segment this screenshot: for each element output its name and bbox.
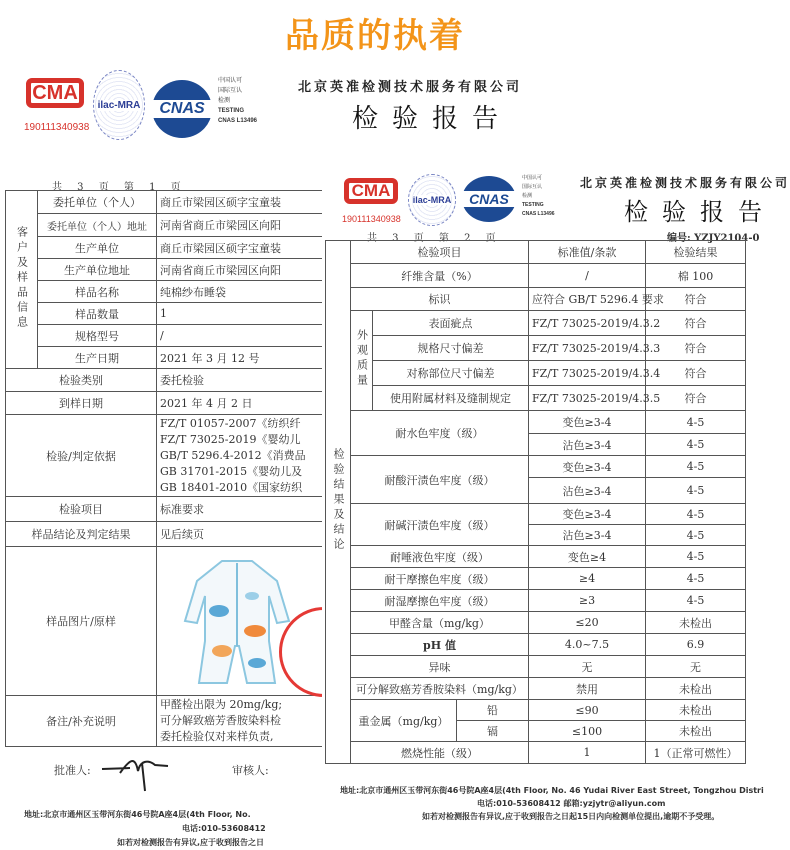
table-row xyxy=(326,264,751,288)
row-value: 河南省商丘市梁园区向阳 xyxy=(157,214,326,237)
cell: 检验结果 xyxy=(646,241,746,264)
sample-info-table xyxy=(5,190,326,747)
row-label: 样品图片/原样 xyxy=(6,547,157,696)
row-value: 商丘市梁园区硕字宝童装 xyxy=(157,191,326,214)
cell: 变色≥4 xyxy=(529,546,646,568)
cell: 耐酸汗渍色牢度（级） xyxy=(351,456,529,504)
table-row xyxy=(326,456,751,478)
report-title: 检验报告 xyxy=(352,104,513,134)
cma-number: 190111340938 xyxy=(342,214,401,224)
cell: 未检出 xyxy=(646,678,746,700)
approver-signature xyxy=(100,751,170,791)
row-value: 1 xyxy=(157,303,326,325)
row-label: 检验类别 xyxy=(6,369,157,392)
cell: 1（正常可燃性） xyxy=(646,742,746,764)
cell: 可分解致癌芳香胺染料（mg/kg） xyxy=(351,678,529,700)
cma-logo: CMA xyxy=(344,178,398,204)
row-label: 规格型号 xyxy=(38,325,157,347)
cnas-text: 中国认可 国际互认 检测 TESTING CNAS L13496 xyxy=(522,175,555,217)
table-row xyxy=(326,361,751,386)
cell: 甲醛含量（mg/kg） xyxy=(351,612,529,634)
cell: 无 xyxy=(529,656,646,678)
table-row xyxy=(326,590,751,612)
company-name: 北京英准检测技术服务有限公司 xyxy=(298,80,523,95)
cell: 6.9 xyxy=(646,634,746,656)
footer-note: 如若对检测报告有异议,应于收到报告之日起15日内向检测单位提出,逾期不予受理。 xyxy=(422,812,720,821)
cell: 4-5 xyxy=(646,434,746,456)
cell: 4-5 xyxy=(646,478,746,504)
row-value: 标准要求 xyxy=(157,497,326,522)
row-value: 2021 年 4 月 2 日 xyxy=(157,392,326,415)
cell: 耐碱汗渍色牢度（级） xyxy=(351,504,529,546)
cell: 对称部位尺寸偏差 xyxy=(373,361,529,386)
cell: 耐水色牢度（级） xyxy=(351,411,529,456)
page-title: 品质的执着 xyxy=(285,16,465,56)
footer-address: 地址:北京市通州区玉带河东街46号院A座4层(4th Floor, No. 46 Yudai River East Street, Tongzhou Distri xyxy=(340,786,764,795)
cell: 耐湿摩擦色牢度（级） xyxy=(351,590,529,612)
section-label: 客户及样品信息 xyxy=(6,191,38,369)
cell: 变色≥3-4 xyxy=(529,456,646,478)
appearance-label: 外观质量 xyxy=(351,311,373,411)
remarks-values: 甲醛检出限为 20mg/kg; 可分解致癌芳香胺染料检 委托检验仅对来样负责, xyxy=(157,696,326,747)
row-value: 见后续页 xyxy=(157,522,326,547)
cell: 符合 xyxy=(646,288,746,311)
row-value: 河南省商丘市梁园区向阳 xyxy=(157,259,326,281)
cell: 耐干摩擦色牢度（级） xyxy=(351,568,529,590)
footer-note: 如若对检测报告有异议,应于收到报告之日 xyxy=(117,838,265,847)
row-label: 样品数量 xyxy=(38,303,157,325)
baby-sleepsuit-image xyxy=(177,551,297,691)
basis-values: FZ/T 01057-2007《纺织纤 FZ/T 73025-2019《婴幼儿 GB/T 5296.4-2012《消费品 GB 31701-2015《婴幼儿及 GB 18401-2010《国家纺织 xyxy=(157,415,326,497)
cell: 棉 100 xyxy=(646,264,746,288)
footer-phone: 电话:010-53608412 xyxy=(182,824,266,833)
cell: 沾色≥3-4 xyxy=(529,434,646,456)
company-name: 北京英准检测技术服务有限公司 xyxy=(580,176,790,190)
row-value: / xyxy=(157,325,326,347)
cell: 镉 xyxy=(457,721,529,742)
sample-photo xyxy=(157,547,326,696)
report-page-2 xyxy=(322,168,790,828)
table-row xyxy=(326,742,751,764)
row-value: 委托检验 xyxy=(157,369,326,392)
table-row xyxy=(326,612,751,634)
row-value: 商丘市梁园区硕字宝童装 xyxy=(157,237,326,259)
table-row xyxy=(326,241,751,264)
table-row xyxy=(326,336,751,361)
cell: 4-5 xyxy=(646,456,746,478)
row-value: 2021 年 3 月 12 号 xyxy=(157,347,326,369)
cell: 4-5 xyxy=(646,590,746,612)
row-label: 到样日期 xyxy=(6,392,157,415)
row-label: 委托单位（个人）地址 xyxy=(38,214,157,237)
cell: FZ/T 73025-2019/4.3.3 xyxy=(529,336,646,361)
table-row xyxy=(326,546,751,568)
cell: 变色≥3-4 xyxy=(529,411,646,434)
cell: 禁用 xyxy=(529,678,646,700)
cell: 4-5 xyxy=(646,546,746,568)
cell: 符合 xyxy=(646,361,746,386)
table-row xyxy=(326,700,751,721)
cell: 4.0~7.5 xyxy=(529,634,646,656)
cell: 标准值/条款 xyxy=(529,241,646,264)
cell: 变色≥3-4 xyxy=(529,504,646,525)
section-label: 检验结果及结论 xyxy=(326,241,351,764)
cell: pH 值 xyxy=(351,634,529,656)
page-indicator: 共 3 页 第 1 页 xyxy=(52,182,187,193)
top-header xyxy=(0,70,750,140)
cell: 表面疵点 xyxy=(373,311,529,336)
cell: / xyxy=(529,264,646,288)
cell: 未检出 xyxy=(646,700,746,721)
report-page-1 xyxy=(0,178,306,850)
cell: ≤20 xyxy=(529,612,646,634)
reviewer-label: 审核人: xyxy=(232,764,269,777)
table-row xyxy=(326,288,751,311)
cell: 铅 xyxy=(457,700,529,721)
table-row xyxy=(326,311,751,336)
cell: 重金属（mg/kg） xyxy=(351,700,457,742)
row-label: 检验项目 xyxy=(6,497,157,522)
row-label: 样品结论及判定结果 xyxy=(6,522,157,547)
row-label: 生产单位地址 xyxy=(38,259,157,281)
cnas-text: 中国认可 国际互认 检测 TESTING CNAS L13496 xyxy=(218,77,258,124)
cell: 检验项目 xyxy=(351,241,529,264)
row-label: 检验/判定依据 xyxy=(6,415,157,497)
cell: ≤90 xyxy=(529,700,646,721)
ilac-mra-logo: ilac-MRA xyxy=(93,70,145,140)
cell: 燃烧性能（级） xyxy=(351,742,529,764)
cell: 4-5 xyxy=(646,568,746,590)
cell: FZ/T 73025-2019/4.3.4 xyxy=(529,361,646,386)
footer-address: 地址:北京市通州区玉带河东街46号院A座4层(4th Floor, No. xyxy=(24,810,251,819)
cell: 符合 xyxy=(646,311,746,336)
cell: 4-5 xyxy=(646,525,746,546)
table-row xyxy=(326,411,751,434)
cell: 符合 xyxy=(646,386,746,411)
cell: ≤100 xyxy=(529,721,646,742)
cnas-logo: CNAS xyxy=(462,176,516,222)
table-row xyxy=(326,656,751,678)
footer-contact: 电话:010-53608412 邮箱:yzjytr@aliyun.com xyxy=(477,799,666,808)
cell: FZ/T 73025-2019/4.3.2 xyxy=(529,311,646,336)
cma-logo: CMA xyxy=(26,78,84,108)
cell: 耐唾液色牢度（级） xyxy=(351,546,529,568)
row-label: 委托单位（个人） xyxy=(38,191,157,214)
row-label: 生产单位 xyxy=(38,237,157,259)
row-label: 生产日期 xyxy=(38,347,157,369)
row-label: 备注/补充说明 xyxy=(6,696,157,747)
cell: 无 xyxy=(646,656,746,678)
cell: FZ/T 73025-2019/4.3.5 xyxy=(529,386,646,411)
cell: 沾色≥3-4 xyxy=(529,478,646,504)
cell: 符合 xyxy=(646,336,746,361)
test-results-table xyxy=(325,240,751,764)
table-row xyxy=(326,634,751,656)
cell: 未检出 xyxy=(646,612,746,634)
table-row xyxy=(326,678,751,700)
cma-number: 190111340938 xyxy=(24,122,90,133)
cell: ≥4 xyxy=(529,568,646,590)
row-label: 样品名称 xyxy=(38,281,157,303)
cell: 标识 xyxy=(351,288,529,311)
page-indicator: 共 3 页 第 2 页 xyxy=(367,233,502,244)
cell: ≥3 xyxy=(529,590,646,612)
cell: 应符合 GB/T 5296.4 要求 xyxy=(529,288,646,311)
approver-label: 批准人: xyxy=(54,764,91,777)
table-row xyxy=(326,504,751,525)
cell: 1 xyxy=(529,742,646,764)
cell: 规格尺寸偏差 xyxy=(373,336,529,361)
table-row xyxy=(326,568,751,590)
report-number: 编号: YZJY2104-0 xyxy=(667,233,760,244)
cell: 纤维含量（%） xyxy=(351,264,529,288)
cell: 未检出 xyxy=(646,721,746,742)
cell: 使用附属材料及缝制规定 xyxy=(373,386,529,411)
row-value: 纯棉纱布睡袋 xyxy=(157,281,326,303)
report-title: 检验报告 xyxy=(624,198,776,226)
ilac-mra-logo: ilac-MRA xyxy=(408,174,456,226)
cell: 4-5 xyxy=(646,411,746,434)
cell: 异味 xyxy=(351,656,529,678)
cell: 4-5 xyxy=(646,504,746,525)
cnas-logo: CNAS xyxy=(152,80,212,138)
cell: 沾色≥3-4 xyxy=(529,525,646,546)
table-row xyxy=(326,386,751,411)
